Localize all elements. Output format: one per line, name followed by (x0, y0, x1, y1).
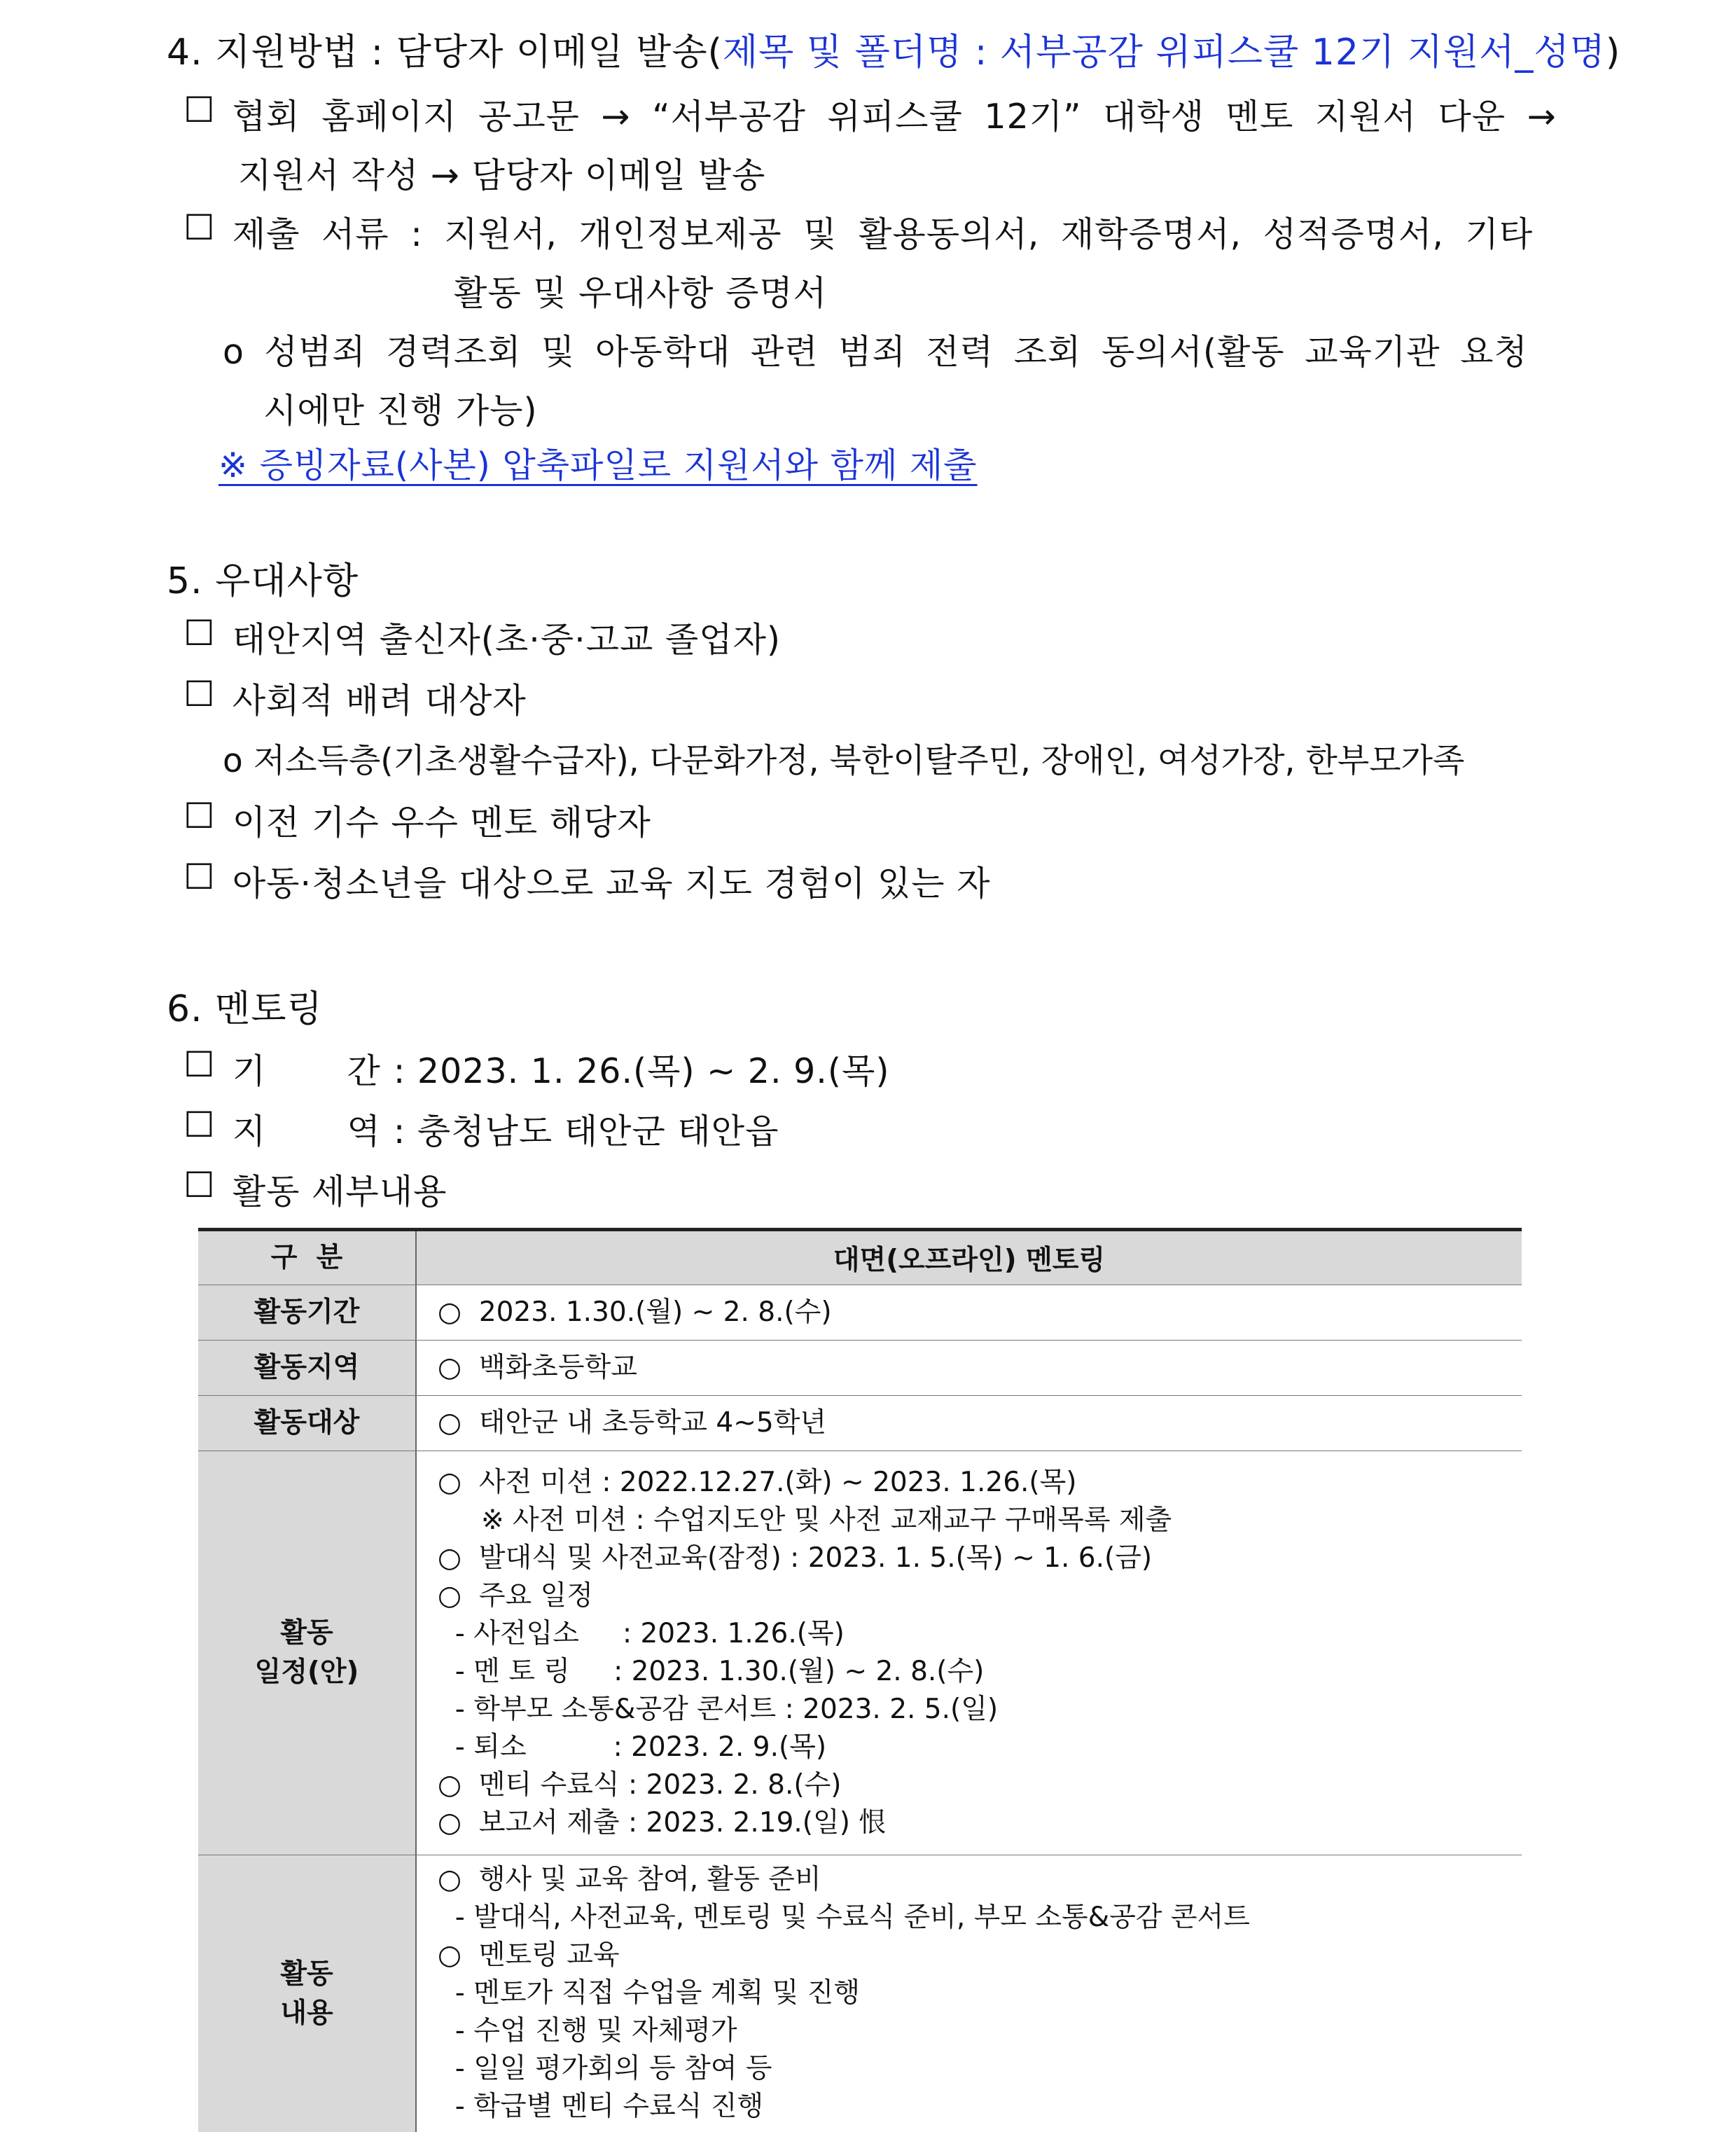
section-5-heading: 5. 우대사항 (167, 560, 359, 602)
checkbox-icon: ☐ (183, 796, 216, 836)
table-row (198, 1285, 1522, 1341)
row-line: ○ 행사 및 교육 참여, 활동 준비 (438, 1864, 821, 1895)
table-header-value (417, 1231, 1522, 1285)
header-label-text: 구 분 (270, 1242, 343, 1273)
row-line: - 수업 진행 및 자체평가 (438, 2015, 737, 2047)
checkbox-icon: ☐ (183, 1105, 216, 1145)
mentoring-table (198, 1228, 1522, 2128)
note-link: ※ 증빙자료(사본) 압축파일로 지원서와 함께 제출 (218, 445, 978, 485)
period-label-a: 기 (232, 1051, 267, 1091)
row-label-text: 활동대상 (254, 1407, 360, 1439)
row-line: ○ 태안군 내 초등학교 4~5학년 (438, 1407, 827, 1439)
region-value: : 충청남도 태안군 태안읍 (393, 1112, 779, 1151)
row-label-line: 활동 (280, 1617, 333, 1649)
period-value: : 2023. 1. 26.(목) ~ 2. 9.(목) (393, 1051, 890, 1091)
table-row (198, 1341, 1522, 1396)
header-value-text: 대면(오프라인) 멘토링 (833, 1245, 1106, 1276)
region-label-a: 지 (232, 1112, 267, 1151)
list-item-text: 협회 홈페이지 공고문 → “서부공감 위피스쿨 12기” 대학생 멘토 지원서 다운 → (232, 97, 1557, 137)
checkbox-icon: ☐ (183, 674, 216, 714)
region-label (232, 1105, 381, 1154)
row-label-line: 일정(안) (254, 1656, 359, 1688)
sub-item-continuation: 시에만 진행 가능) (263, 391, 538, 431)
table-header-row (198, 1231, 1522, 1285)
list-item (183, 90, 1570, 139)
section-4-heading-text: 4. 지원방법 : 담당자 이메일 발송( (167, 32, 723, 74)
checkbox-icon: ☐ (183, 207, 216, 248)
table-row (198, 1855, 1522, 2132)
list-item-continuation: 지원서 작성 → 담당자 이메일 발송 (238, 155, 766, 195)
row-label (198, 1341, 417, 1395)
checkbox-icon: ☐ (183, 857, 216, 897)
table-header-label (198, 1231, 417, 1285)
row-line: - 멘 토 링 : 2023. 1.30.(월) ~ 2. 8.(수) (438, 1656, 985, 1687)
row-label (198, 1451, 417, 1855)
row-line: ○ 멘토링 교육 (438, 1939, 620, 1971)
row-label-line: 내용 (280, 1997, 333, 2029)
list-item-period (183, 1044, 889, 1093)
row-value (417, 1341, 1522, 1395)
list-item-text: 아동·청소년을 대상으로 교육 지도 경험이 있는 자 (232, 864, 991, 904)
row-label (198, 1396, 417, 1451)
list-item-text: 제출 서류 : 지원서, 개인정보제공 및 활용동의서, 재학증명서, 성적증명서, 기타 (232, 214, 1534, 254)
section-4-heading-close: ) (1605, 32, 1621, 74)
row-line: ○ 사전 미션 : 2022.12.27.(화) ~ 2023. 1.26.(목) (438, 1467, 1077, 1498)
section-4-heading-highlight: 제목 및 폴더명 : 서부공감 위피스쿨 12기 지원서_성명 (722, 32, 1606, 74)
list-item-text: 이전 기수 우수 멘토 해당자 (232, 803, 651, 843)
list-item (183, 1165, 447, 1214)
row-label-text: 활동지역 (254, 1352, 360, 1383)
list-item (183, 796, 651, 845)
row-label-text: 활동기간 (254, 1296, 360, 1328)
checkbox-icon: ☐ (183, 90, 216, 130)
row-line: - 사전입소 : 2023. 1.26.(목) (438, 1618, 845, 1649)
checkbox-icon: ☐ (183, 613, 216, 653)
list-item-text: 태안지역 출신자(초·중·고교 졸업자) (232, 620, 782, 660)
section-4-heading (167, 22, 1620, 75)
row-label (198, 1285, 417, 1340)
sub-item: o 저소득층(기초생활수급자), 다문화가정, 북한이탈주민, 장애인, 여성가장, 한부모가족 (223, 742, 1465, 780)
row-line: ○ 발대식 및 사전교육(잠정) : 2023. 1. 5.(목) ~ 1. 6.(금) (438, 1542, 1153, 1574)
list-item (183, 207, 1570, 256)
row-line: - 멘토가 직접 수업을 계획 및 진행 (438, 1977, 861, 2009)
row-line: ○ 보고서 제출 : 2023. 2.19.(일) 恨 (438, 1807, 887, 1839)
row-value (417, 1451, 1522, 1855)
row-line: ○ 멘티 수료식 : 2023. 2. 8.(수) (438, 1769, 842, 1801)
row-label-line: 활동 (280, 1958, 333, 1990)
row-value (417, 1396, 1522, 1451)
list-item (183, 613, 781, 662)
table-row (198, 1451, 1522, 1855)
row-label (198, 1855, 417, 2132)
row-line: - 학급별 멘티 수료식 진행 (438, 2091, 764, 2122)
list-item-text: 사회적 배려 대상자 (232, 681, 527, 721)
period-label-b: 간 (347, 1051, 381, 1091)
row-line: ○ 2023. 1.30.(월) ~ 2. 8.(수) (438, 1296, 832, 1328)
row-line: - 발대식, 사전교육, 멘토링 및 수료식 준비, 부모 소통&공감 콘서트 (438, 1902, 1250, 1933)
row-line: ○ 백화초등학교 (438, 1352, 637, 1383)
list-item-text: 활동 세부내용 (232, 1172, 447, 1212)
list-item-region (183, 1105, 779, 1154)
row-line: - 퇴소 : 2023. 2. 9.(목) (438, 1731, 827, 1763)
row-line: ※ 사전 미션 : 수업지도안 및 사전 교재교구 구매목록 제출 (438, 1504, 1172, 1536)
row-line: - 학부모 소통&공감 콘서트 : 2023. 2. 5.(일) (438, 1694, 999, 1725)
row-line: ○ 주요 일정 (438, 1580, 593, 1612)
checkbox-icon: ☐ (183, 1044, 216, 1085)
period-label (232, 1044, 381, 1093)
row-value (417, 1285, 1522, 1340)
list-item (183, 857, 991, 906)
checkbox-icon: ☐ (183, 1165, 216, 1205)
section-6-heading: 6. 멘토링 (167, 988, 323, 1030)
table-row (198, 1396, 1522, 1451)
row-line: - 일일 평가회의 등 참여 등 (438, 2053, 772, 2084)
row-value (417, 1855, 1522, 2132)
region-label-b: 역 (347, 1112, 381, 1151)
list-item (183, 674, 527, 723)
list-item-continuation: 활동 및 우대사항 증명서 (454, 273, 828, 313)
sub-item: o 성범죄 경력조회 및 아동학대 관련 범죄 전력 조회 동의서(활동 교육기관 요청 (223, 332, 1528, 372)
